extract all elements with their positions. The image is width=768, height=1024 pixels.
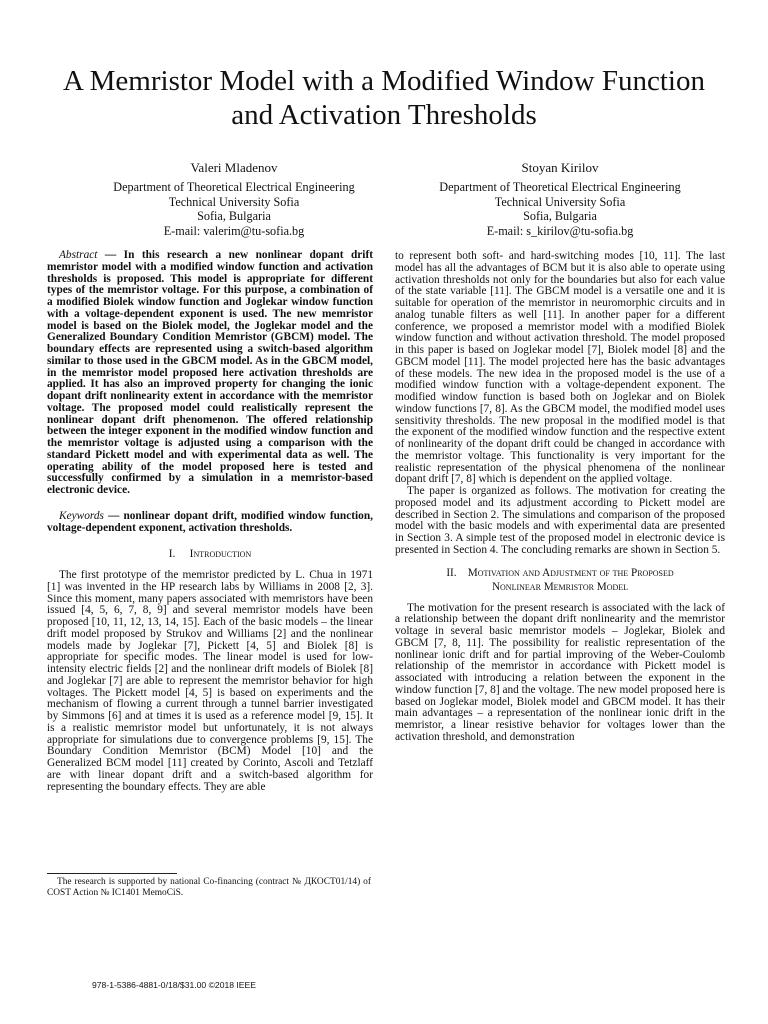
abstract [47, 250, 373, 497]
author-location: Sofia, Bulgaria [523, 209, 597, 224]
section-title: Introduction [189, 548, 252, 561]
abstract-label: Abstract [59, 249, 98, 261]
section-title-line1: Motivation and Adjustment of the Proposed [467, 566, 674, 579]
intro-paragraph-continued: to represent both soft- and hard-switching modes [10, 11]. The last model has all the advantages of BCM but it is also able to operate using activation thresholds not only for the boundaries but also for each value of the state variable [11]. The GBCM model is a versatile one and it is suitable for operation of the memristor in neuromorphic circuits and in analog tunable filters as well [11]. In another paper for a different conference, we proposed a memristor model with a modified Biolek window function and without activation threshold. The model proposed in this paper is based on Joglekar model [7], Biolek model [8] and the GBCM model [11]. The model projected here has the basic advantages of these models. The new idea in the proposed model is the use of a modified window function with a voltage-dependent exponent. The modified window function is based both on Joglekar and on Biolek window functions [7, 8]. As the GBCM model, the modified model uses sensitivity thresholds. The new proposal in the modified model is that the exponent of the modified window function and the respective extent of nonlinearity of the dopant drift could be changed in accordance with the memristor voltage. This functionality is very important for the realistic representation of the physical phenomena of the nonlinear dopant drift [7, 8] which is dependent on the applied voltage. [395, 250, 725, 486]
paper-title: A Memristor Model with a Modified Window Function and Activation Thresholds [63, 65, 705, 131]
author-name: Valeri Mladenov [190, 160, 278, 175]
author-university: Technical University Sofia [168, 194, 300, 209]
abstract-text: — In this research a new nonlinear dopant drift memristor model with a modified window function and activation thresholds is proposed. This model is appropriate for different types of the memristor voltage. For this purpose, a combination of a modified Biolek window function and Joglekar window function with a voltage-dependent exponent is used. The new memristor model is based on the Biolek model, the Joglekar model and the Generalized Boundary Condition Memristor (GBCM) model. The boundary effects are represented using a switch-based algorithm similar to those used in the GBCM model. As in the GBCM model, in the memristor model proposed here activation thresholds are applied. It has also an improved property for changing the ionic dopant drift nonlinearity extent in accordance with the memristor voltage. The proposed model could realistically represent the nonlinear dopant drift phenomenon. The offered relationship between the integer exponent in the modified window function and the memristor voltage is adjusted using a comparison with the standard Pickett model and with experimental data as well. The operating ability of the model proposed here is tested and successfully confirmed by a simulation in a memristor-based electronic device. [47, 249, 373, 496]
right-column [395, 251, 725, 744]
footnote-divider [47, 873, 177, 874]
author-email: E-mail: valerim@tu-sofia.bg [163, 223, 305, 238]
author-block-mladenov [40, 161, 428, 238]
author-location: Sofia, Bulgaria [197, 209, 271, 224]
section-number: I. [168, 548, 176, 561]
intro-organization-paragraph: The paper is organized as follows. The motivation for creating the proposed model and its adjustment according to Pickett model are described in Section 2. The simulations and comparison of the proposed model with the basic models and with experimental data are presented in Section 3. A simple test of the proposed model in electronic device is presented in Section 4. The concluding remarks are shown in Section 5. [395, 485, 725, 556]
section-heading-motivation [395, 566, 725, 594]
keywords-text: — nonlinear dopant drift, modified window function, voltage-dependent exponent, activation thresholds. [47, 509, 374, 534]
author-block-kirilov [395, 161, 725, 238]
author-name: Stoyan Kirilov [521, 160, 599, 175]
funding-footnote: The research is supported by national Co-financing (contract № ДКОСТ01/14) of COST Action № IC1401 MemoCiS. [47, 877, 371, 898]
copyright-line: 978-1-5386-4881-0/18/$31.00 ©2018 IEEE [92, 980, 257, 990]
keywords-label: Keywords [59, 509, 104, 522]
left-column [47, 250, 373, 793]
motivation-paragraph: The motivation for the present research is associated with the lack of a relationship between the dopant drift nonlinearity and the memristor voltage in several basic memristor models – Joglekar, Biolek and GBCM [7, 8, 11]. The possibility for realistic representation of the nonlinear ionic drift and for partial improving of the Weber-Coulomb relationship of the memristor in accordance with Pickett model is associated with introducing a relation between the exponent in the window function [7, 8] and the voltage. The new model proposed here is based on Joglekar model, Biolek model and GBCM model. It has their main advantages – a representation of the nonlinear ionic drift in the memristor, a linear resistive behavior for voltages lower than the activation threshold, and demonstration [395, 601, 725, 743]
author-department: Department of Theoretical Electrical Engineering [113, 180, 355, 195]
section-number: II. [446, 566, 457, 579]
author-department: Department of Theoretical Electrical Engineering [439, 180, 681, 195]
intro-paragraph: The first prototype of the memristor predicted by L. Chua in 1971 [1] was invented in the HP research labs by Williams in 2008 [2, 3]. Since this moment, many papers associated with memristors have been issued [4, 5, 6, 7, 8, 9] and several memristor models have been proposed [10, 11, 12, 13, 14, 15]. Each of the basic models – the linear drift model proposed by Strukov and Williams [2] and the nonlinear models made by Joglekar [7], Pickett [4, 5] and Biolek [8] is appropriate for specific modes. The linear model is used for low-intensity electric fields [2] and the nonlinear drift models of Biolek [8] and Joglekar [7] are able to represent the memristor behavior for high voltages. The Pickett model [4, 5] is based on experiments and the mechanism of flowing a current through a tunnel barrier investigated by Simmons [6] and at times it is used as a reference model [9, 15]. It is a realistic memristor model but unfortunately, it is not always appropriate for simulations due to convergence problems [9, 15]. The Boundary Condition Memristor (BCM) Model [10] and the Generalized BCM model [11] created by Corinto, Ascoli and Tetzlaff are with linear dopant drift and a switch-based algorithm for representing the boundary effects. They are able [47, 569, 373, 793]
section-title-line2: Nonlinear Memristor Model [491, 580, 629, 593]
author-university: Technical University Sofia [494, 194, 626, 209]
author-email: E-mail: s_kirilov@tu-sofia.bg [486, 223, 634, 238]
section-heading-introduction [47, 549, 373, 561]
keywords [47, 511, 373, 535]
